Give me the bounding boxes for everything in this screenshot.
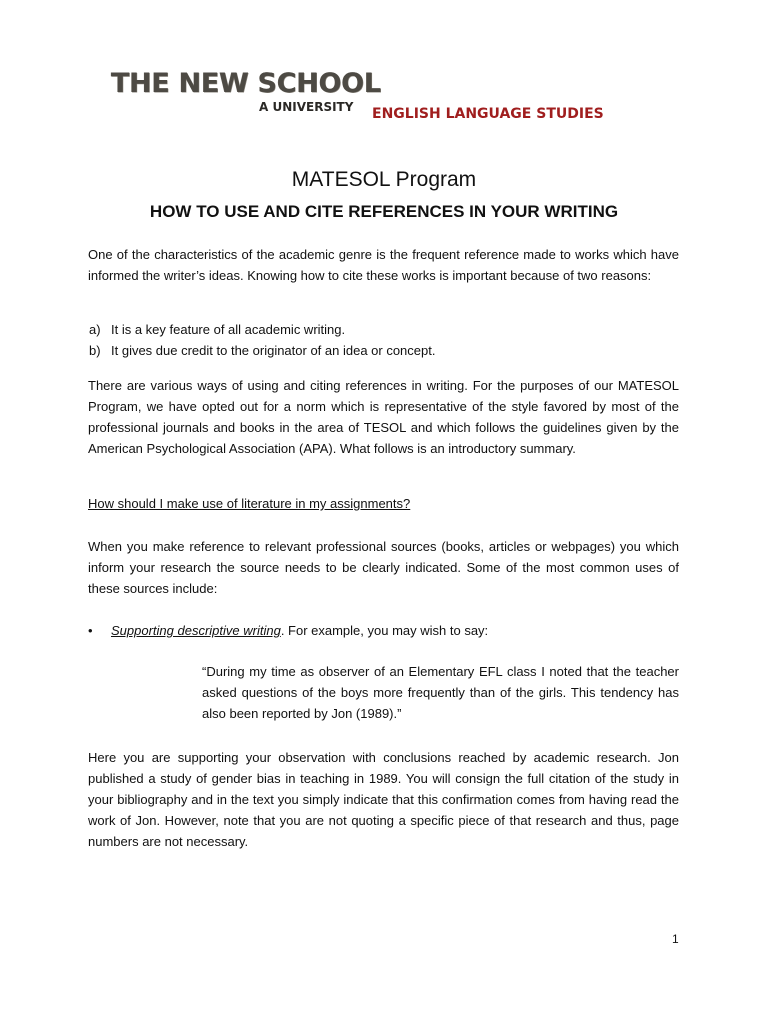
reason-text: It gives due credit to the originator of an idea or concept. bbox=[111, 343, 436, 358]
example-quote: “During my time as observer of an Elementary EFL class I noted that the teacher asked questions of the boys more frequently than of the girls. This tendency has also been reported by Jon (1989).” bbox=[202, 664, 679, 721]
explanation-paragraph: Here you are supporting your observation with conclusions reached by academic research. Jon published a study of gender bias in teaching in 1989. You will consign the full citation of the study in your bibliography and in the text you simply indicate that this confirmation comes from having read the work of Jon. However, note that you are not quoting a specific piece of that research and thus, page numbers are not necessary. bbox=[88, 750, 679, 849]
list-marker: b) bbox=[89, 343, 101, 358]
section-heading: How should I make use of literature in my assignments? bbox=[88, 496, 411, 511]
logo-tagline: A UNIVERSITY bbox=[259, 100, 354, 114]
logo-wordmark: THE NEW SCHOOL bbox=[111, 68, 381, 99]
list-marker: a) bbox=[89, 322, 101, 337]
bullet-emphasis: Supporting descriptive writing bbox=[111, 623, 281, 638]
new-school-logo bbox=[111, 68, 381, 118]
apa-paragraph: There are various ways of using and citing references in writing. For the purposes of our MATESOL Program, we have opted out for a norm which is representative of the style favored by most of the professional journals and books in the area of TESOL and which follows the guidelines given by the American Psychological Association (APA). What follows is an introductory summary. bbox=[88, 378, 679, 456]
reason-item bbox=[89, 340, 436, 361]
sources-paragraph: When you make reference to relevant professional sources (books, articles or webpages) you which inform your research the source needs to be clearly indicated. Some of the most common uses of these sources include: bbox=[88, 539, 679, 596]
department-name: ENGLISH LANGUAGE STUDIES bbox=[372, 106, 604, 122]
bullet-text: . For example, you may wish to say: bbox=[280, 623, 489, 638]
intro-paragraph: One of the characteristics of the academic genre is the frequent reference made to works which have informed the writer’s ideas. Knowing how to cite these works is important because of two reasons: bbox=[88, 247, 679, 283]
bullet-item bbox=[111, 620, 488, 641]
page-title: MATESOL Program bbox=[291, 168, 477, 191]
page-subtitle: HOW TO USE AND CITE REFERENCES IN YOUR WRITING bbox=[149, 202, 619, 221]
bullet-icon: • bbox=[88, 623, 93, 638]
page-number: 1 bbox=[672, 932, 679, 946]
reason-item bbox=[89, 319, 346, 340]
reason-text: It is a key feature of all academic writing. bbox=[111, 322, 346, 337]
